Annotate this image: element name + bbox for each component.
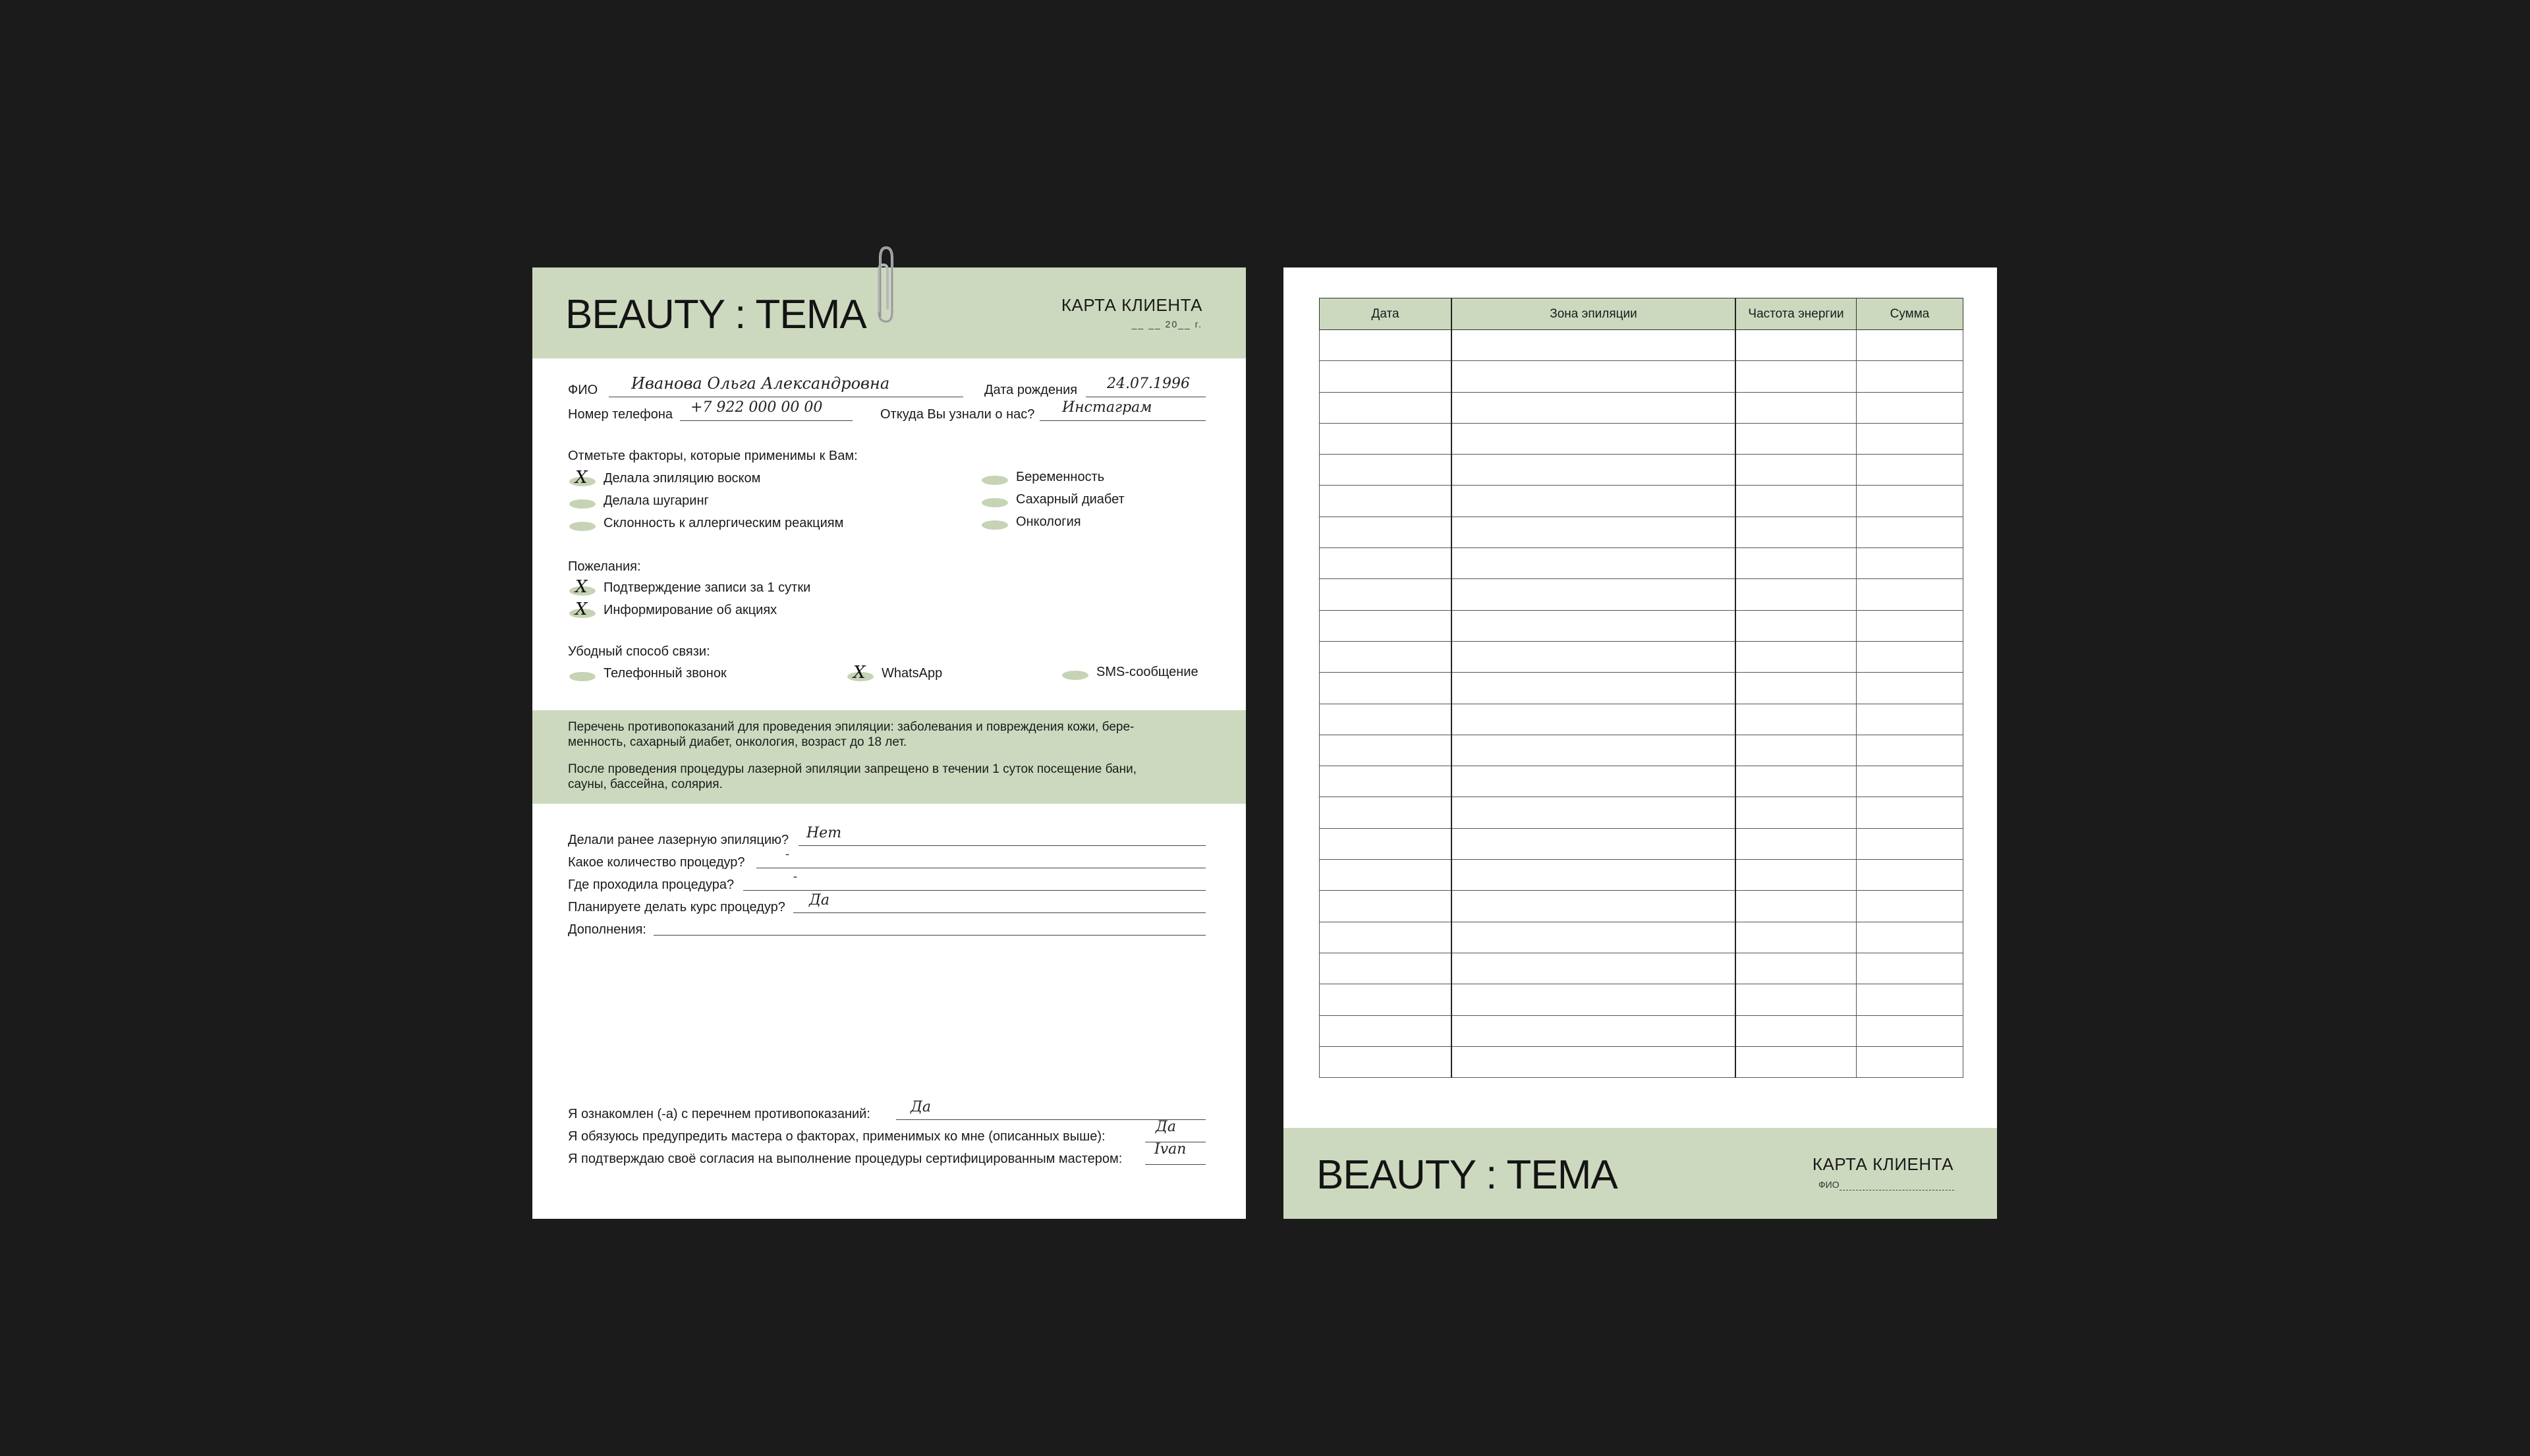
source-value: Инстаграм — [1062, 399, 1152, 416]
table-row — [1320, 455, 1963, 486]
table-cell[interactable] — [1735, 828, 1857, 859]
table-cell[interactable] — [1320, 953, 1452, 984]
table-row — [1320, 1046, 1963, 1077]
dob-label: Дата рождения — [984, 383, 1078, 397]
table-cell[interactable] — [1320, 517, 1452, 547]
table-row — [1320, 330, 1963, 361]
table-row — [1320, 922, 1963, 953]
signature: Ivan — [1154, 1141, 1187, 1158]
table-cell[interactable] — [1451, 704, 1735, 735]
checkbox-bullet[interactable] — [1062, 671, 1088, 680]
table-cell[interactable] — [1451, 548, 1735, 579]
table-cell[interactable] — [1320, 735, 1452, 766]
factor-label: Делала эпиляцию воском — [604, 471, 761, 486]
table-cell[interactable] — [1451, 797, 1735, 828]
question-label: Где проходила процедура? — [568, 878, 735, 892]
table-cell[interactable] — [1857, 610, 1963, 641]
table-cell[interactable] — [1857, 766, 1963, 797]
table-cell[interactable] — [1735, 641, 1857, 672]
column-header: Зона эпиляции — [1451, 298, 1735, 330]
table-cell[interactable] — [1320, 673, 1452, 704]
table-cell[interactable] — [1735, 922, 1857, 953]
table-cell[interactable] — [1735, 984, 1857, 1015]
wishes-title: Пожелания: — [568, 559, 641, 574]
contraindications-line-1: Перечень противопоказаний для проведения эпиляции: заболевания и повреждения кожи, бере- — [568, 720, 1135, 734]
table-row — [1320, 1015, 1963, 1046]
source-field[interactable] — [1040, 420, 1206, 421]
table-cell[interactable] — [1857, 455, 1963, 486]
table-cell[interactable] — [1857, 641, 1963, 672]
table-cell[interactable] — [1735, 486, 1857, 517]
checkbox-bullet[interactable] — [569, 522, 596, 531]
table-cell[interactable] — [1451, 1046, 1735, 1077]
factor-label: Склонность к аллергическим реакциям — [604, 516, 844, 530]
table-row — [1320, 579, 1963, 610]
table-row — [1320, 860, 1963, 891]
check-mark-icon: X — [575, 468, 588, 488]
column-header: Частота энергии — [1735, 298, 1857, 330]
table-row — [1320, 548, 1963, 579]
card-title: КАРТА КЛИЕНТА — [1061, 295, 1202, 315]
table-cell[interactable] — [1451, 486, 1735, 517]
table-row — [1320, 704, 1963, 735]
table-row — [1320, 361, 1963, 392]
table-cell[interactable] — [1320, 1046, 1452, 1077]
fio-value: Иванова Ольга Александровна — [631, 374, 890, 393]
question-label: Какое количество процедур? — [568, 855, 745, 870]
date-placeholder: __ __ 20__ г. — [1131, 319, 1202, 329]
table-row — [1320, 828, 1963, 859]
table-cell[interactable] — [1857, 1046, 1963, 1077]
phone-value: +7 922 000 00 00 — [690, 399, 823, 416]
table-cell[interactable] — [1735, 455, 1857, 486]
question-field[interactable] — [793, 912, 1206, 913]
after-procedure-line-1: После проведения процедуры лазерной эпиляции запрещено в течении 1 суток посещение бани, — [568, 762, 1137, 776]
factor-label: Делала шугаринг — [604, 493, 709, 508]
table-row — [1320, 673, 1963, 704]
fio-footer-label: ФИО — [1818, 1179, 1840, 1190]
table-row — [1320, 641, 1963, 672]
table-cell[interactable] — [1735, 423, 1857, 454]
checkbox-bullet[interactable] — [982, 498, 1008, 507]
table-cell[interactable] — [1320, 891, 1452, 922]
table-cell[interactable] — [1857, 392, 1963, 423]
table-cell[interactable] — [1735, 953, 1857, 984]
contraindications-line-2: менность, сахарный диабет, онкология, возраст до 18 лет. — [568, 735, 907, 749]
table-row — [1320, 735, 1963, 766]
table-cell[interactable] — [1451, 423, 1735, 454]
table-cell[interactable] — [1857, 1015, 1963, 1046]
checkbox-bullet[interactable] — [982, 520, 1008, 530]
agreement-answer: Да — [1156, 1119, 1177, 1135]
checkbox-bullet[interactable] — [982, 476, 1008, 485]
card-title: КАРТА КЛИЕНТА — [1812, 1154, 1954, 1174]
table-cell[interactable] — [1320, 922, 1452, 953]
table-cell[interactable] — [1857, 953, 1963, 984]
table-cell[interactable] — [1857, 735, 1963, 766]
table-cell[interactable] — [1320, 579, 1452, 610]
table-cell[interactable] — [1320, 828, 1452, 859]
brand-logo: BEAUTY : TEMA — [565, 292, 866, 337]
table-cell[interactable] — [1735, 766, 1857, 797]
table-cell[interactable] — [1320, 361, 1452, 392]
table-cell[interactable] — [1320, 860, 1452, 891]
wish-label: Подтверждение записи за 1 сутки — [604, 580, 811, 595]
table-cell[interactable] — [1451, 828, 1735, 859]
table-cell[interactable] — [1857, 548, 1963, 579]
table-cell[interactable] — [1857, 704, 1963, 735]
agreement-label: Я подтверждаю своё согласия на выполнение процедуры сертифицированным мастером: — [568, 1152, 1123, 1166]
table-cell[interactable] — [1451, 984, 1735, 1015]
checkbox-bullet[interactable] — [569, 499, 596, 509]
table-cell[interactable] — [1735, 673, 1857, 704]
table-cell[interactable] — [1451, 673, 1735, 704]
table-cell[interactable] — [1320, 610, 1452, 641]
table-row — [1320, 392, 1963, 423]
table-row — [1320, 984, 1963, 1015]
paper-clip-icon — [871, 244, 901, 327]
table-cell[interactable] — [1735, 392, 1857, 423]
table-cell[interactable] — [1451, 922, 1735, 953]
table-cell[interactable] — [1320, 486, 1452, 517]
table-cell[interactable] — [1451, 1015, 1735, 1046]
table-cell[interactable] — [1320, 455, 1452, 486]
table-cell[interactable] — [1320, 548, 1452, 579]
table-cell[interactable] — [1857, 828, 1963, 859]
contact-label: WhatsApp — [882, 666, 943, 681]
phone-label: Номер телефона — [568, 407, 673, 422]
table-body — [1320, 330, 1963, 1078]
table-cell[interactable] — [1857, 423, 1963, 454]
factor-label: Сахарный диабет — [1016, 492, 1125, 507]
factors-title: Отметьте факторы, которые применимы к Вам: — [568, 449, 858, 463]
table-row — [1320, 517, 1963, 547]
table-cell[interactable] — [1735, 610, 1857, 641]
question-field[interactable] — [743, 890, 1206, 891]
additions-field[interactable] — [654, 935, 1206, 936]
agreement-answer: Да — [911, 1099, 932, 1115]
factor-label: Онкология — [1016, 515, 1081, 529]
dob-value: 24.07.1996 — [1107, 376, 1190, 392]
table-cell[interactable] — [1857, 330, 1963, 361]
contact-title: Убодный способ связи: — [568, 644, 710, 659]
table-row — [1320, 766, 1963, 797]
brand-logo: BEAUTY : TEMA — [1316, 1152, 1617, 1198]
after-procedure-line-2: сауны, бассейна, солярия. — [568, 777, 723, 791]
agreement-label: Я ознакомлен (-а) с перечнем противопоказаний: — [568, 1107, 870, 1121]
agreement-label: Я обязуюсь предупредить мастера о факторах, применимых ко мне (описанных выше): — [568, 1129, 1106, 1144]
signature-field[interactable] — [1145, 1164, 1206, 1165]
table-row — [1320, 486, 1963, 517]
contact-label: SMS-сообщение — [1096, 665, 1198, 679]
wish-label: Информирование об акциях — [604, 603, 777, 617]
table-cell[interactable] — [1320, 797, 1452, 828]
table-cell[interactable] — [1735, 735, 1857, 766]
table-cell[interactable] — [1857, 860, 1963, 891]
table-cell[interactable] — [1320, 330, 1452, 361]
check-mark-icon: X — [575, 600, 588, 619]
table-cell[interactable] — [1451, 641, 1735, 672]
table-cell[interactable] — [1857, 579, 1963, 610]
table-cell[interactable] — [1451, 392, 1735, 423]
table-cell[interactable] — [1857, 891, 1963, 922]
check-mark-icon: X — [853, 663, 866, 683]
table-cell[interactable] — [1735, 579, 1857, 610]
question-answer: - — [785, 847, 790, 861]
table-cell[interactable] — [1451, 766, 1735, 797]
table-cell[interactable] — [1451, 517, 1735, 547]
question-label: Планируете делать курс процедур? — [568, 900, 785, 914]
table-cell[interactable] — [1857, 797, 1963, 828]
table-cell[interactable] — [1857, 361, 1963, 392]
table-cell[interactable] — [1735, 548, 1857, 579]
column-header: Дата — [1320, 298, 1452, 330]
question-label: Дополнения: — [568, 922, 646, 937]
table-cell[interactable] — [1451, 361, 1735, 392]
table-cell[interactable] — [1735, 797, 1857, 828]
table-row — [1320, 610, 1963, 641]
table-cell[interactable] — [1320, 423, 1452, 454]
table-cell[interactable] — [1451, 579, 1735, 610]
fio-label: ФИО — [568, 383, 598, 397]
table-cell[interactable] — [1451, 953, 1735, 984]
table-row — [1320, 797, 1963, 828]
checkbox-bullet[interactable] — [569, 672, 596, 681]
table-cell[interactable] — [1735, 517, 1857, 547]
question-label: Делали ранее лазерную эпиляцию? — [568, 833, 789, 847]
table-cell[interactable] — [1451, 860, 1735, 891]
table-cell[interactable] — [1451, 735, 1735, 766]
table-cell[interactable] — [1735, 361, 1857, 392]
table-cell[interactable] — [1735, 1015, 1857, 1046]
table-row — [1320, 423, 1963, 454]
question-field[interactable] — [799, 845, 1206, 846]
table-cell[interactable] — [1320, 984, 1452, 1015]
table-row — [1320, 953, 1963, 984]
source-label: Откуда Вы узнали о нас? — [880, 407, 1035, 422]
table-cell[interactable] — [1857, 517, 1963, 547]
table-cell[interactable] — [1735, 860, 1857, 891]
question-answer: Да — [809, 892, 830, 909]
table-cell[interactable] — [1451, 891, 1735, 922]
question-answer: - — [793, 870, 798, 883]
table-cell[interactable] — [1320, 1015, 1452, 1046]
table-cell[interactable] — [1451, 330, 1735, 361]
table-cell[interactable] — [1320, 766, 1452, 797]
client-card-back — [1283, 267, 1997, 1219]
check-mark-icon: X — [575, 577, 588, 597]
factor-label: Беременность — [1016, 470, 1105, 484]
table-cell[interactable] — [1451, 455, 1735, 486]
table-row — [1320, 891, 1963, 922]
visits-table — [1319, 298, 1963, 1078]
table-cell[interactable] — [1451, 610, 1735, 641]
table-cell[interactable] — [1320, 392, 1452, 423]
table-cell[interactable] — [1857, 486, 1963, 517]
table-cell[interactable] — [1320, 641, 1452, 672]
column-header: Сумма — [1857, 298, 1963, 330]
table-cell[interactable] — [1735, 330, 1857, 361]
table-header-row — [1320, 298, 1963, 330]
table-cell[interactable] — [1735, 1046, 1857, 1077]
table-cell[interactable] — [1857, 922, 1963, 953]
client-card-front — [532, 267, 1246, 1219]
phone-field[interactable] — [680, 420, 853, 421]
table-cell[interactable] — [1735, 891, 1857, 922]
table-cell[interactable] — [1320, 704, 1452, 735]
table-cell[interactable] — [1857, 673, 1963, 704]
table-cell[interactable] — [1857, 984, 1963, 1015]
table-cell[interactable] — [1735, 704, 1857, 735]
question-answer: Нет — [806, 825, 842, 841]
contact-label: Телефонный звонок — [604, 666, 727, 681]
